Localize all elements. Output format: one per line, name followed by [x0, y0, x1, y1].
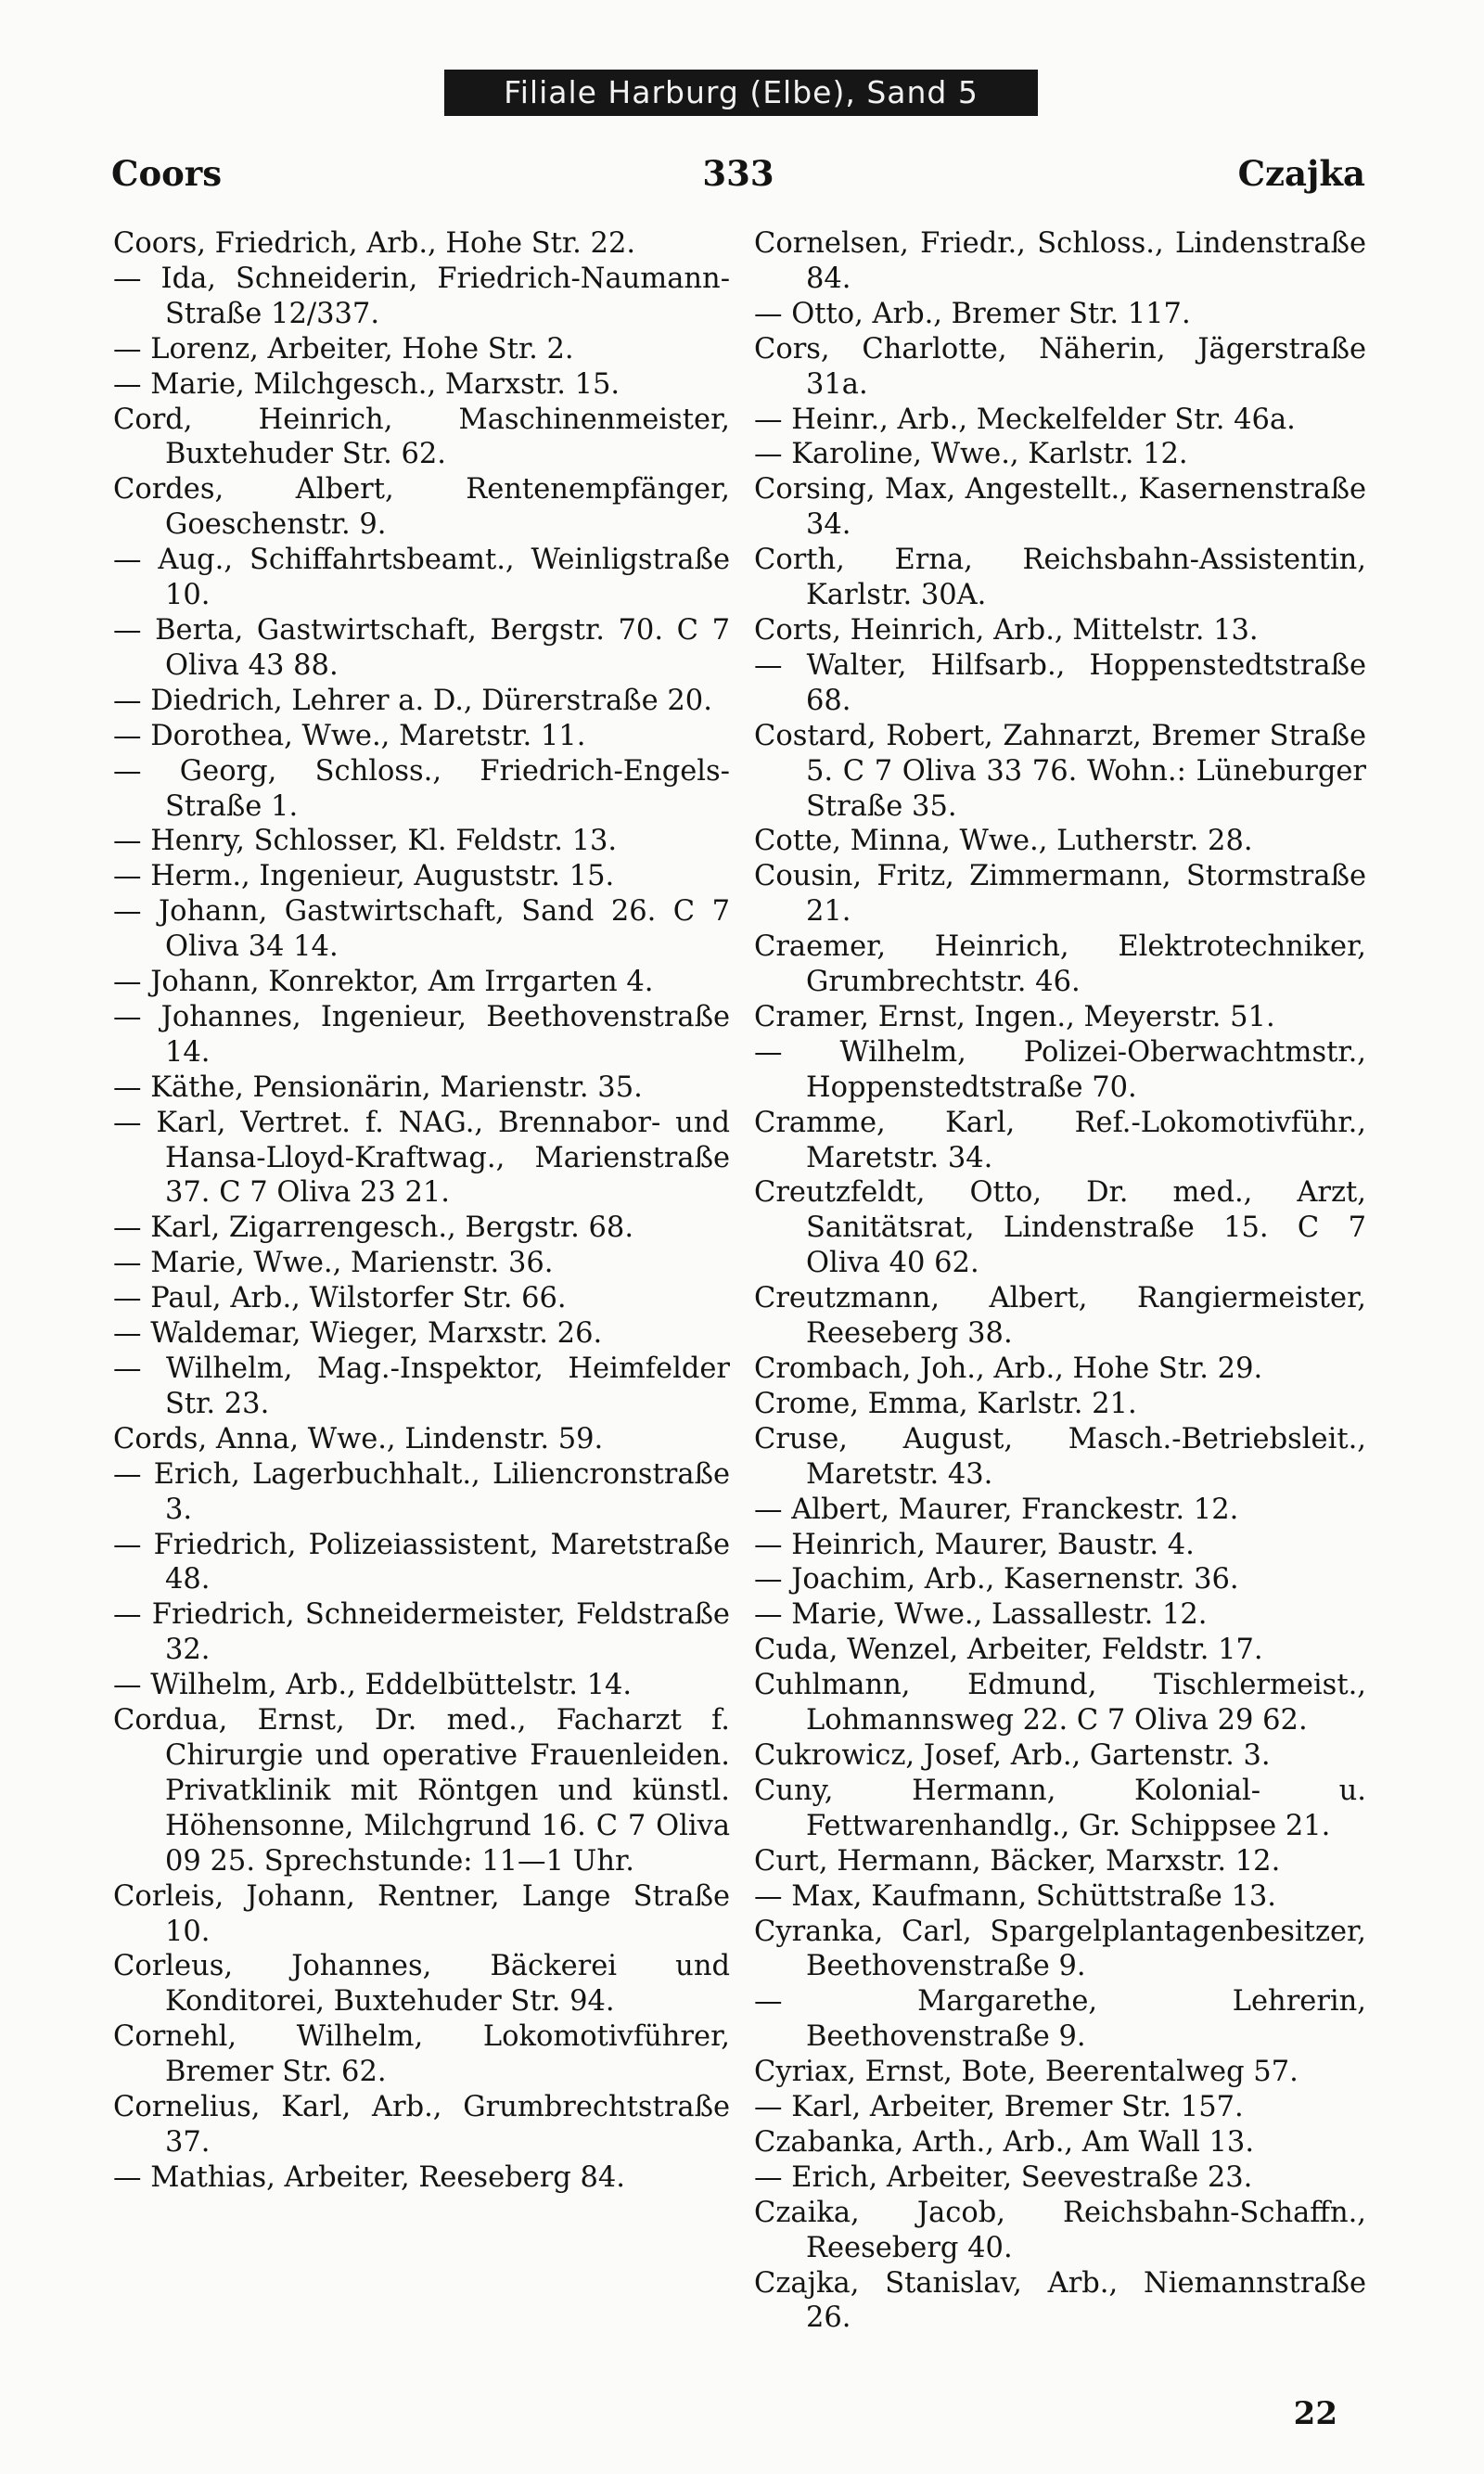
directory-entry: — Henry, Schlosser, Kl. Feldstr. 13.: [113, 825, 618, 858]
directory-entry: — Diedrich, Lehrer a. D., Dürerstraße 20.: [113, 684, 712, 717]
directory-entry: — Mathias, Arbeiter, Reeseberg 84.: [113, 2160, 625, 2194]
directory-entry: — Friedrich, Polizeiassistent, Maretstraße 48.: [113, 1528, 730, 1596]
directory-entry: — Karl, Vertret. f. NAG., Brennabor- und Hansa-Lloyd-Kraftwag., Marienstraße 37. C 7 Oliva 23 21.: [113, 1106, 730, 1210]
directory-entry: Crome, Emma, Karlstr. 21.: [754, 1387, 1137, 1420]
directory-entry: Cornelius, Karl, Arb., Grumbrechtstraße 37.: [113, 2091, 730, 2159]
directory-entry: — Karl, Zigarrengesch., Bergstr. 68.: [113, 1211, 634, 1245]
directory-entry: Corsing, Max, Angestellt., Kasernenstraße 34.: [754, 473, 1366, 542]
directory-entry: Cousin, Fritz, Zimmermann, Stormstraße 21.: [754, 860, 1366, 929]
directory-entry: — Johann, Gastwirtschaft, Sand 26. C 7 Oliva 34 14.: [113, 895, 730, 964]
directory-entry: Curt, Hermann, Bäcker, Marxstr. 12.: [754, 1844, 1281, 1878]
directory-entry: Cyranka, Carl, Spargelplantagenbesitzer, Beethovenstraße 9.: [754, 1915, 1366, 1983]
directory-entry: Creutzmann, Albert, Rangiermeister, Reeseberg 38.: [754, 1282, 1366, 1351]
directory-entry: — Erich, Arbeiter, Seevestraße 23.: [754, 2160, 1253, 2194]
directory-entry: Czajka, Stanislav, Arb., Niemannstraße 26.: [754, 2266, 1366, 2335]
directory-entry: Cornehl, Wilhelm, Lokomotivführer, Bremer Str. 62.: [113, 2020, 730, 2089]
directory-entry: Cramme, Karl, Ref.-Lokomotivführ., Maretstr. 34.: [754, 1106, 1366, 1174]
directory-entry: — Heinrich, Maurer, Baustr. 4.: [754, 1528, 1195, 1561]
directory-entry: Cruse, August, Masch.-Betriebsleit., Maretstr. 43.: [754, 1422, 1366, 1491]
directory-entry: — Walter, Hilfsarb., Hoppenstedtstraße 68.: [754, 648, 1366, 717]
directory-entry: — Margarethe, Lehrerin, Beethovenstraße 9.: [754, 1985, 1366, 2054]
directory-entry: Czaika, Jacob, Reichsbahn-Schaffn., Reeseberg 40.: [754, 2196, 1366, 2264]
directory-entry: Costard, Robert, Zahnarzt, Bremer Straße 5. C 7 Oliva 33 76. Wohn.: Lüneburger Straße 35.: [754, 719, 1366, 823]
directory-entry: — Paul, Arb., Wilstorfer Str. 66.: [113, 1282, 567, 1315]
directory-entry: Corleis, Johann, Rentner, Lange Straße 10.: [113, 1879, 730, 1948]
running-head-first-name: Coors: [111, 153, 223, 194]
directory-entry: Crombach, Joh., Arb., Hohe Str. 29.: [754, 1352, 1263, 1385]
directory-entry: — Otto, Arb., Bremer Str. 117.: [754, 297, 1191, 330]
directory-entry: — Aug., Schiffahrtsbeamt., Weinligstraße 10.: [113, 544, 730, 612]
directory-entry: Coors, Friedrich, Arb., Hohe Str. 22.: [113, 227, 636, 260]
directory-entry: — Dorothea, Wwe., Maretstr. 11.: [113, 719, 586, 752]
directory-entry: Cyriax, Ernst, Bote, Beerentalweg 57.: [754, 2056, 1298, 2089]
branch-address-banner: Filiale Harburg (Elbe), Sand 5: [444, 70, 1038, 116]
directory-entry: — Karl, Arbeiter, Bremer Str. 157.: [754, 2091, 1244, 2124]
directory-entry: Craemer, Heinrich, Elektrotechniker, Grumbrechtstr. 46.: [754, 930, 1366, 999]
directory-entry: — Heinr., Arb., Meckelfelder Str. 46a.: [754, 403, 1296, 436]
directory-entry: Cuda, Wenzel, Arbeiter, Feldstr. 17.: [754, 1634, 1263, 1667]
directory-entry: Cuny, Hermann, Kolonial- u. Fettwarenhandlg., Gr. Schippsee 21.: [754, 1774, 1366, 1842]
directory-entry: Cors, Charlotte, Näherin, Jägerstraße 31a.: [754, 332, 1366, 401]
directory-entry: — Marie, Wwe., Lassallestr. 12.: [754, 1598, 1208, 1632]
directory-entry: — Max, Kaufmann, Schüttstraße 13.: [754, 1879, 1276, 1913]
directory-entry: — Johann, Konrektor, Am Irrgarten 4.: [113, 966, 654, 999]
directory-entry: Creutzfeldt, Otto, Dr. med., Arzt, Sanitätsrat, Lindenstraße 15. C 7 Oliva 40 62.: [754, 1176, 1366, 1280]
page-number-header: 333: [702, 153, 774, 194]
directory-entry: Corth, Erna, Reichsbahn-Assistentin, Karlstr. 30A.: [754, 544, 1366, 612]
directory-entry: — Marie, Wwe., Marienstr. 36.: [113, 1247, 554, 1280]
directory-entry: Corleus, Johannes, Bäckerei und Konditorei, Buxtehuder Str. 94.: [113, 1950, 730, 2019]
directory-column-left: [113, 226, 730, 2196]
footer-page-number: 22: [1293, 2395, 1337, 2432]
directory-entry: — Lorenz, Arbeiter, Hohe Str. 2.: [113, 332, 574, 365]
directory-entry: — Albert, Maurer, Franckestr. 12.: [754, 1493, 1239, 1526]
running-head: [111, 150, 1365, 197]
directory-entry: Cukrowicz, Josef, Arb., Gartenstr. 3.: [754, 1738, 1271, 1772]
directory-entry: — Wilhelm, Mag.-Inspektor, Heimfelder Str. 23.: [113, 1352, 730, 1420]
directory-entry: — Friedrich, Schneidermeister, Feldstraße 32.: [113, 1598, 730, 1667]
directory-entry: — Marie, Milchgesch., Marxstr. 15.: [113, 367, 620, 401]
directory-entry: Cordua, Ernst, Dr. med., Facharzt f. Chirurgie und operative Frauenleiden. Privatklinik mit Röntgen und künstl. Höhensonne, Milchgrund 16. C 7 Oliva 09 25. Sprechstunde: 11—1 Uhr.: [113, 1704, 730, 1878]
directory-entry: Cordes, Albert, Rentenempfänger, Goeschenstr. 9.: [113, 473, 730, 542]
directory-entry: Czabanka, Arth., Arb., Am Wall 13.: [754, 2125, 1255, 2159]
directory-entry: — Herm., Ingenieur, Auguststr. 15.: [113, 860, 615, 893]
directory-entry: — Waldemar, Wieger, Marxstr. 26.: [113, 1317, 603, 1351]
directory-entry: — Karoline, Wwe., Karlstr. 12.: [754, 438, 1188, 471]
directory-entry: — Erich, Lagerbuchhalt., Liliencronstraße 3.: [113, 1457, 730, 1526]
directory-entry: — Wilhelm, Arb., Eddelbüttelstr. 14.: [113, 1669, 633, 1702]
directory-entry: Cotte, Minna, Wwe., Lutherstr. 28.: [754, 825, 1253, 858]
directory-entry: Cuhlmann, Edmund, Tischlermeist., Lohmannsweg 22. C 7 Oliva 29 62.: [754, 1669, 1366, 1737]
directory-entry: — Ida, Schneiderin, Friedrich-Naumann-Straße 12/337.: [113, 262, 730, 330]
directory-entry: Cramer, Ernst, Ingen., Meyerstr. 51.: [754, 1000, 1275, 1033]
directory-entry: — Joachim, Arb., Kasernenstr. 36.: [754, 1563, 1239, 1596]
directory-entry: — Berta, Gastwirtschaft, Bergstr. 70. C 7 Oliva 43 88.: [113, 613, 730, 682]
directory-entry: — Johannes, Ingenieur, Beethovenstraße 14.: [113, 1000, 730, 1069]
directory-entry: Cornelsen, Friedr., Schloss., Lindenstraße 84.: [754, 227, 1366, 295]
directory-entry: — Wilhelm, Polizei-Oberwachtmstr., Hoppenstedtstraße 70.: [754, 1035, 1366, 1104]
directory-entry: — Käthe, Pensionärin, Marienstr. 35.: [113, 1070, 643, 1104]
directory-entry: Cord, Heinrich, Maschinenmeister, Buxtehuder Str. 62.: [113, 403, 730, 471]
directory-entry: Cords, Anna, Wwe., Lindenstr. 59.: [113, 1422, 604, 1455]
directory-column-right: [754, 226, 1366, 2336]
running-head-last-name: Czajka: [1237, 153, 1365, 194]
directory-entry: — Georg, Schloss., Friedrich-Engels-Straße 1.: [113, 754, 730, 823]
directory-entry: Corts, Heinrich, Arb., Mittelstr. 13.: [754, 613, 1259, 647]
